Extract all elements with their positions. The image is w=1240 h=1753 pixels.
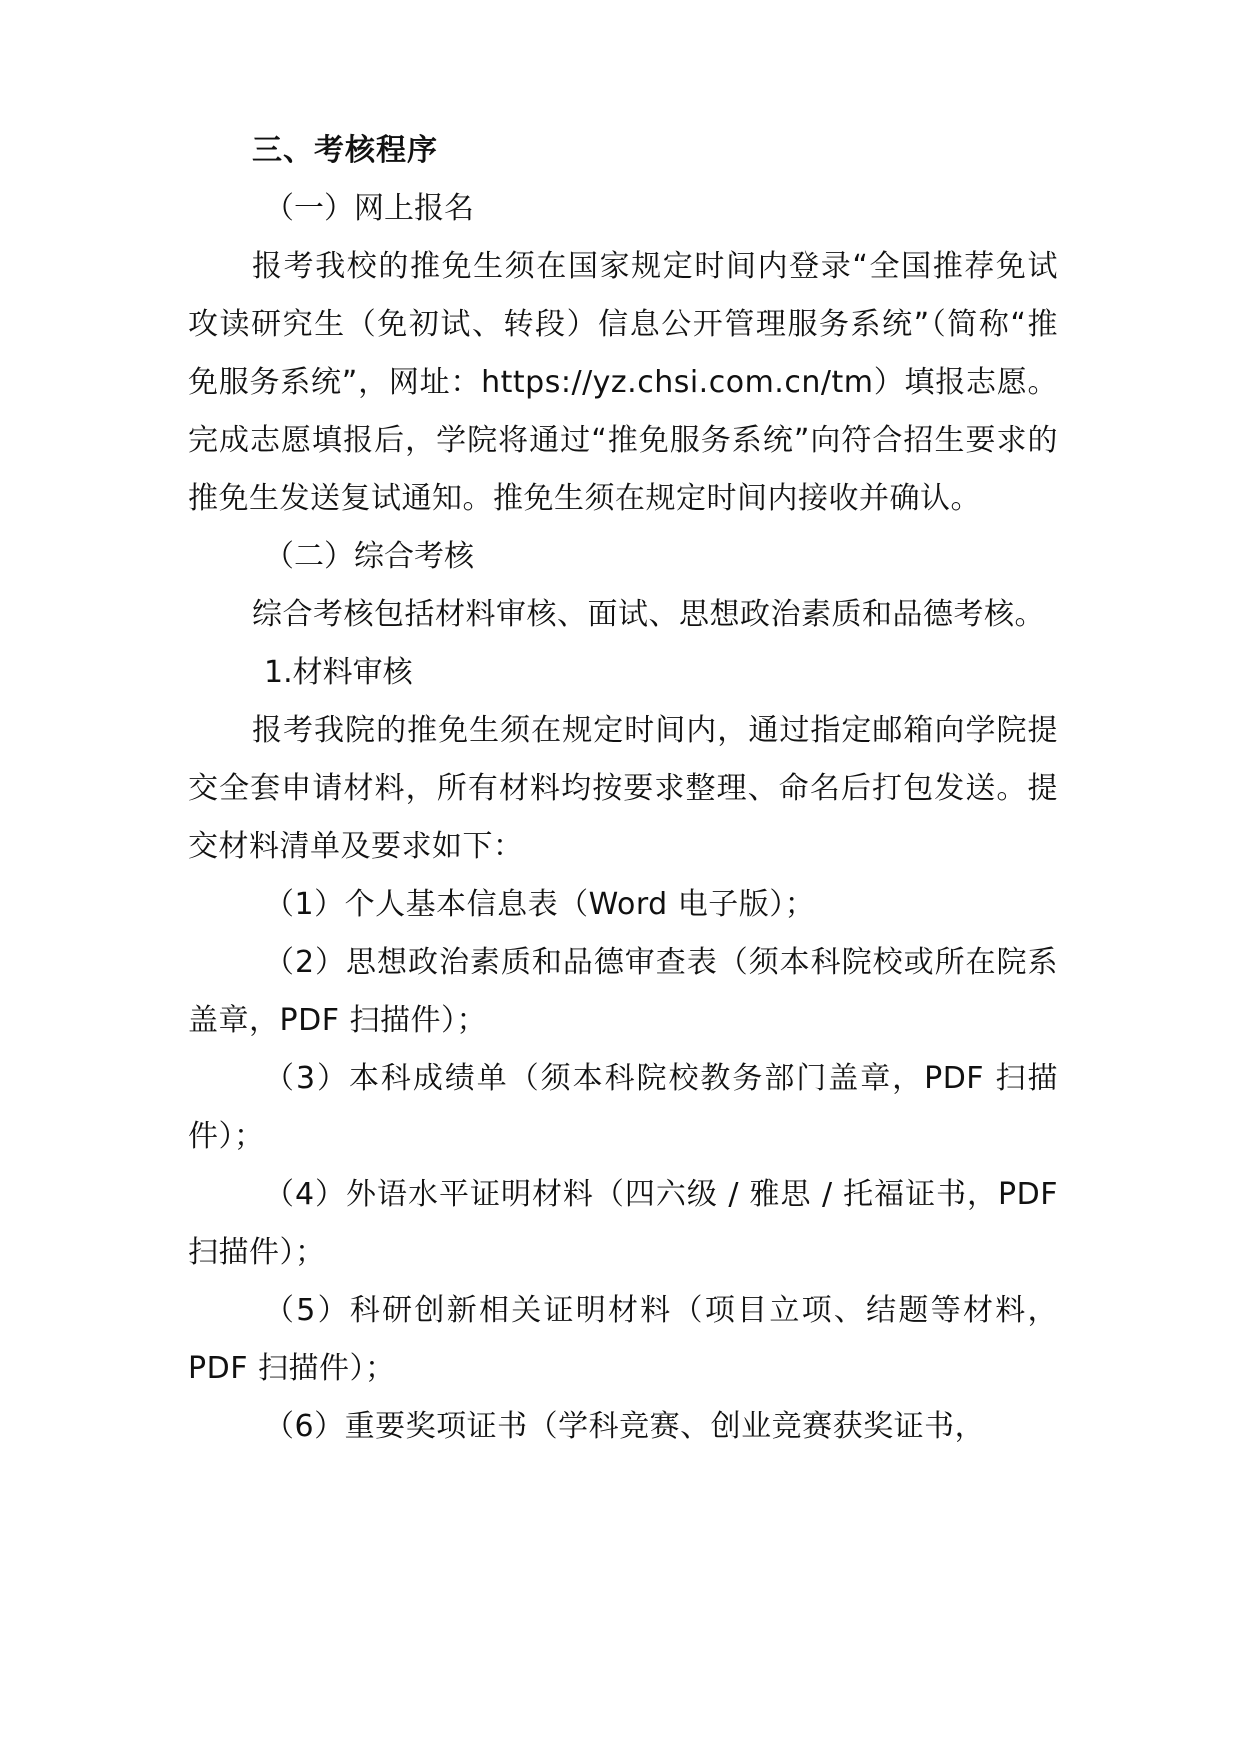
subsection-material-review: 1.材料审核	[264, 655, 413, 690]
list-item: （6）重要奖项证书（学科竞赛、创业竞赛获奖证书，	[264, 1409, 986, 1444]
subsection-comprehensive-assessment: （二）综合考核	[264, 539, 474, 574]
subsection-online-registration: （一）网上报名	[264, 191, 474, 226]
list-item: （5）科研创新相关证明材料（项目立项、结题等材料，PDF 扫描件）；	[188, 1293, 1058, 1386]
paragraph-assessment: 综合考核包括材料审核、面试、思想政治素质和品德考核。	[252, 597, 1045, 632]
list-item: （2）思想政治素质和品德审查表（须本科院校或所在院系盖章，PDF 扫描件）；	[188, 945, 1058, 1038]
section-title: 三、考核程序	[252, 133, 438, 168]
list-item: （3）本科成绩单（须本科院校教务部门盖章，PDF 扫描件）；	[188, 1061, 1058, 1154]
list-item: （1）个人基本信息表（Word 电子版）；	[264, 887, 816, 922]
paragraph-material-review: 报考我院的推免生须在规定时间内，通过指定邮箱向学院提交全套申请材料，所有材料均按要求整理、命名后打包发送。提交材料清单及要求如下：	[188, 713, 1058, 864]
paragraph-registration: 报考我校的推免生须在国家规定时间内登录“全国推荐免试攻读研究生（免初试、转段）信息公开管理服务系统”（简称“推免服务系统”，网址：https://yz.chsi.com.cn/tm）填报志愿。完成志愿填报后，学院将通过“推免服务系统”向符合招生要求的推免生发送复试通知。推免生须在规定时间内接收并确认。	[188, 249, 1058, 516]
document-page	[188, 122, 1058, 1456]
list-item: （4）外语水平证明材料（四六级 / 雅思 / 托福证书，PDF 扫描件）；	[188, 1177, 1058, 1270]
